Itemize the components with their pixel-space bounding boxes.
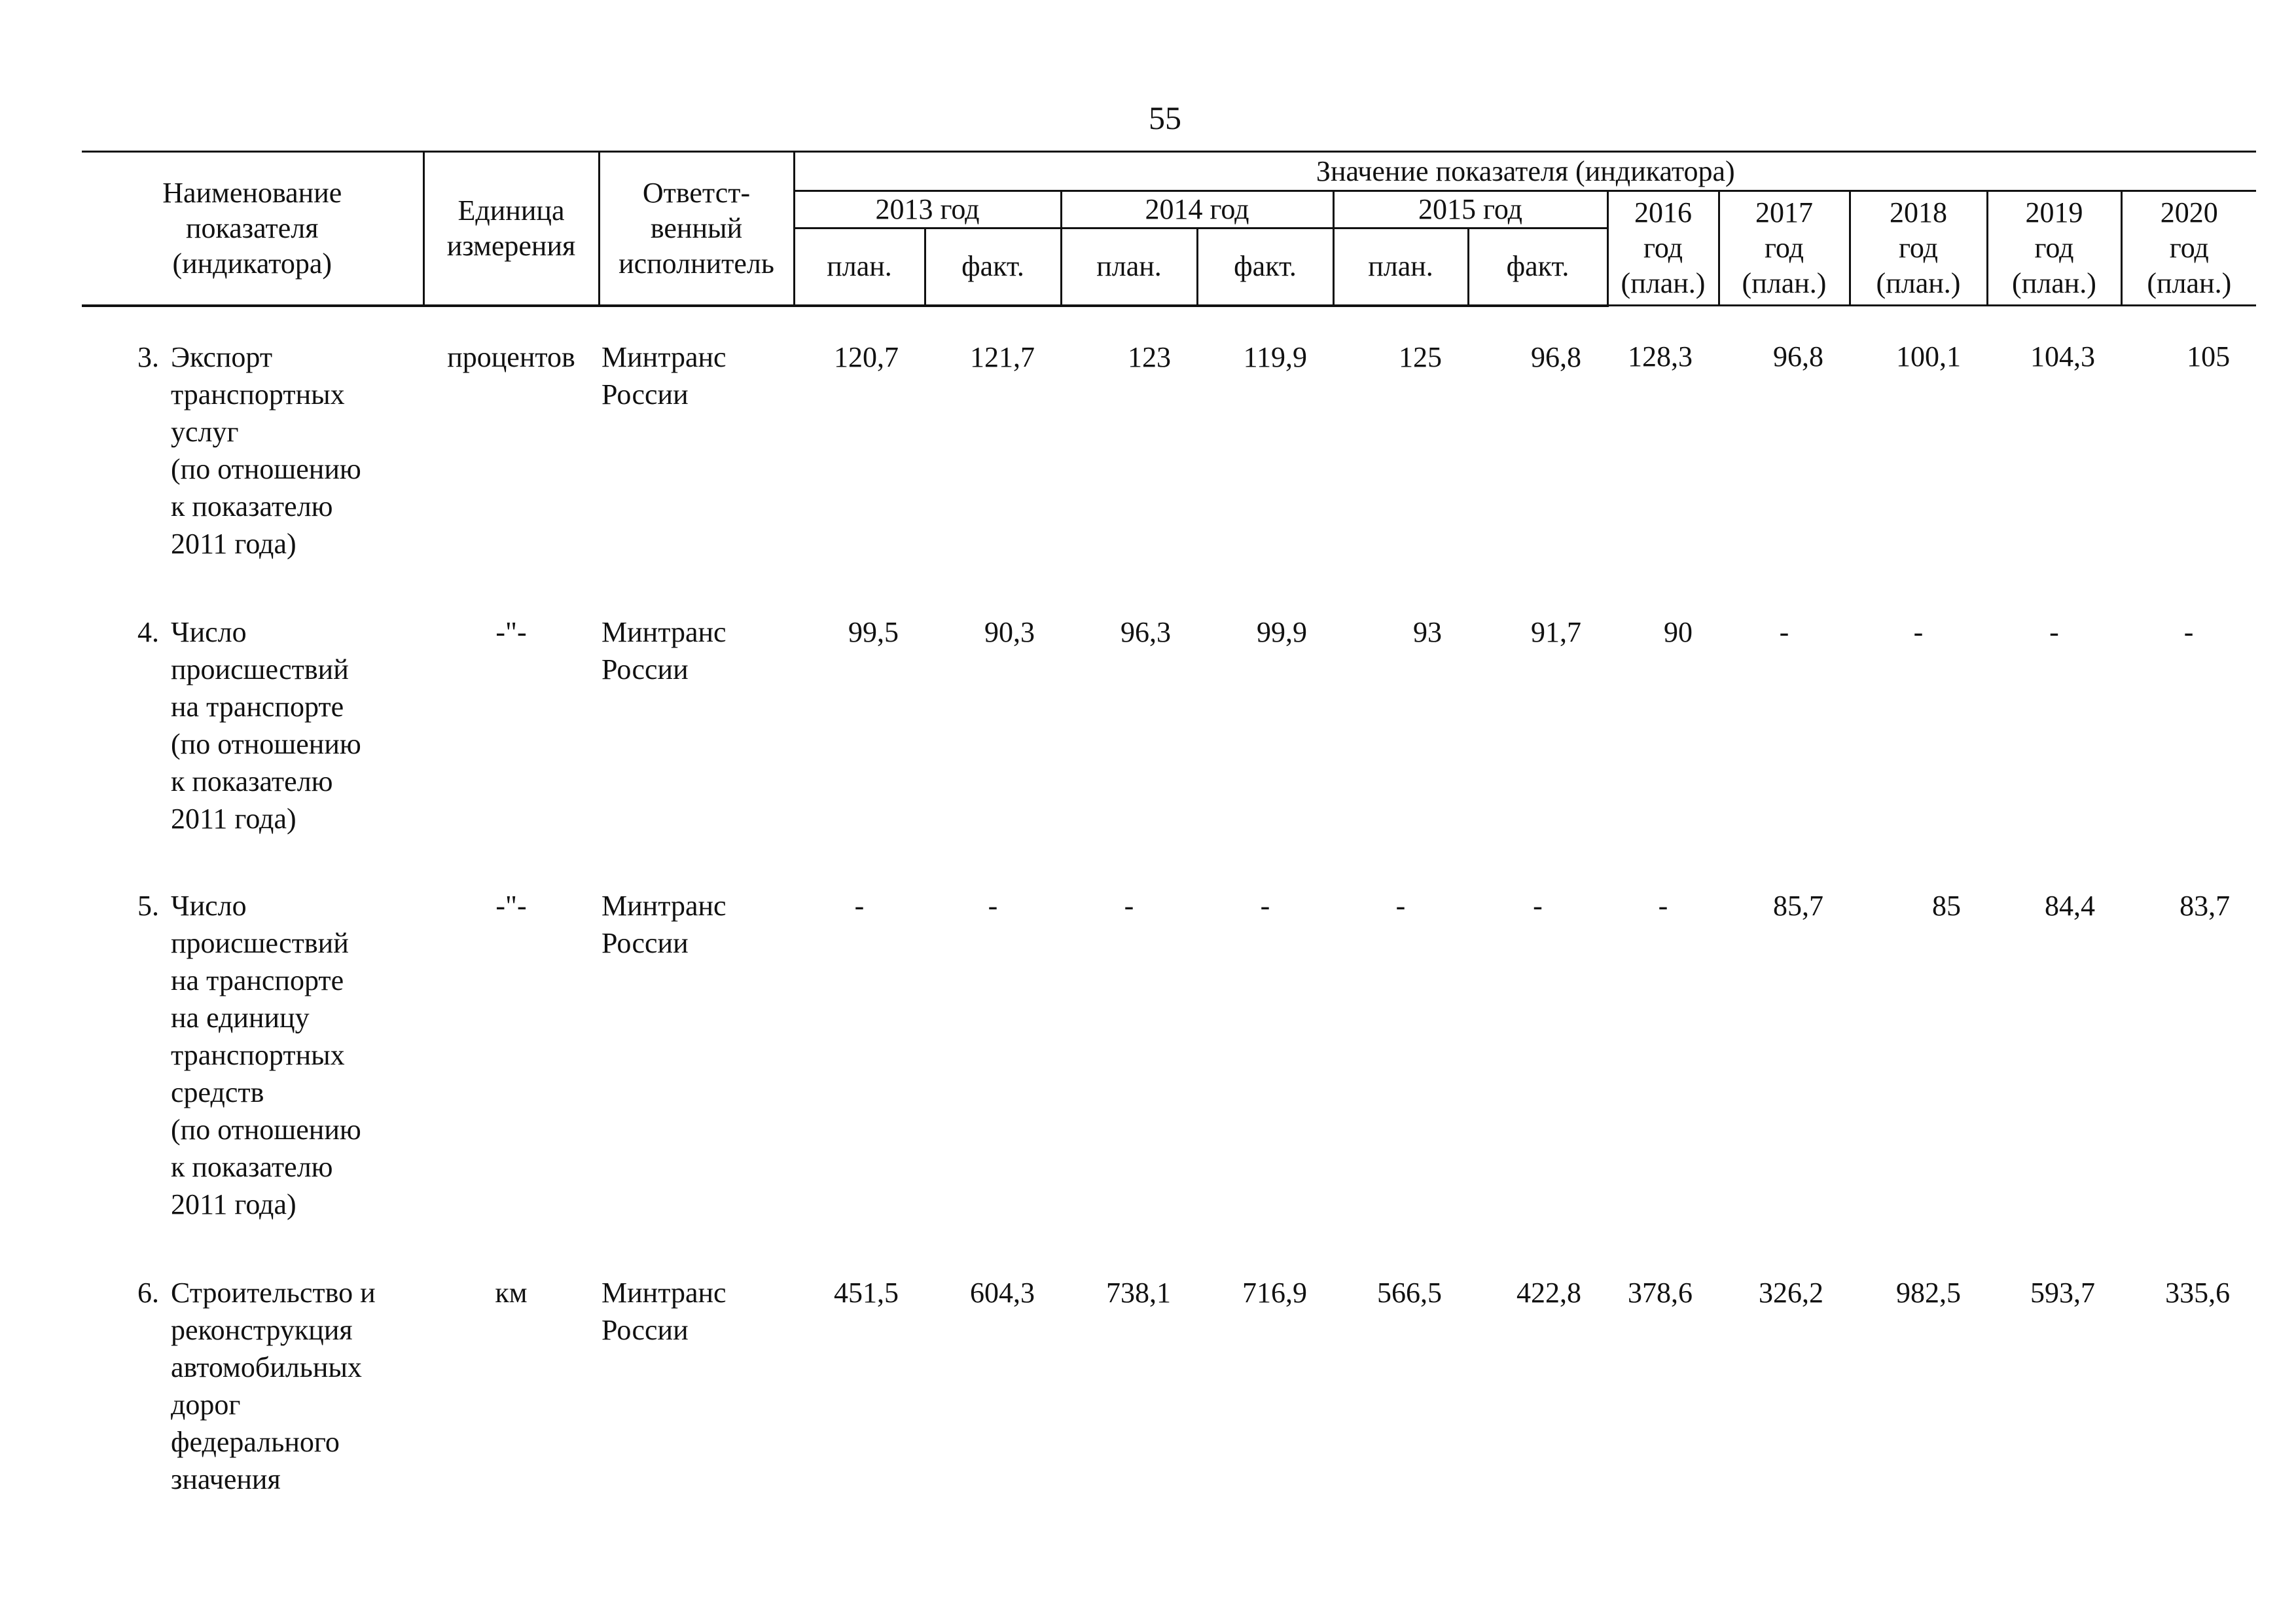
header-values-group: Значение показателя (индикатора): [794, 152, 2256, 191]
header-year-2020: 2020 год (план.): [2121, 191, 2256, 306]
value-cell: 378,6: [1628, 1276, 1693, 1309]
table-row: [82, 837, 2256, 1223]
indicator-name: Число происшествий на транспорте на единицу транспортных средств (по отношению к показателю 2011 года): [171, 889, 361, 1220]
value-cell: 105: [2187, 340, 2231, 373]
value-cell: 128,3: [1628, 340, 1693, 373]
value-cell: 566,5: [1377, 1276, 1442, 1309]
header-year-2013: 2013 год: [794, 191, 1061, 228]
value-cell: -: [1260, 889, 1270, 922]
value-cell: 85: [1932, 889, 1961, 922]
header-year-2018: 2018 год (план.): [1850, 191, 1987, 306]
table-row: [82, 1223, 2256, 1498]
page-number: 55: [1149, 100, 1181, 136]
value-cell: 422,8: [1516, 1276, 1581, 1309]
value-cell: 91,7: [1531, 615, 1581, 648]
value-cell: 119,9: [1243, 340, 1307, 373]
value-cell: 593,7: [2030, 1276, 2095, 1309]
value-cell: 90,3: [984, 615, 1035, 648]
value-cell: 83,7: [2179, 889, 2231, 922]
value-cell: 121,7: [970, 340, 1035, 373]
row-index: 6.: [137, 1276, 159, 1309]
value-cell: 335,6: [2165, 1276, 2231, 1309]
header-2015-fact: факт.: [1468, 228, 1607, 306]
header-year-2014: 2014 год: [1061, 191, 1333, 228]
value-cell: 451,5: [834, 1276, 899, 1309]
value-cell: -: [988, 889, 998, 922]
value-cell: 84,4: [2045, 889, 2095, 922]
value-cell: 326,2: [1759, 1276, 1823, 1309]
value-cell: 93: [1413, 615, 1442, 648]
value-cell: -: [1124, 889, 1134, 922]
value-cell: -: [854, 889, 865, 922]
header-unit-column: Единица измерения: [423, 152, 599, 306]
value-cell: -: [1913, 615, 1924, 648]
unit-of-measure: -"-: [495, 615, 527, 648]
indicator-name: Экспорт транспортных услуг (по отношению к показателю 2011 года): [171, 340, 361, 560]
value-cell: -: [1395, 889, 1406, 922]
value-cell: -: [1658, 889, 1668, 922]
indicators-table: [82, 151, 2256, 1498]
value-cell: 90: [1664, 615, 1693, 648]
responsible-executor: Минтранс России: [601, 340, 726, 410]
responsible-executor: Минтранс России: [601, 889, 726, 959]
value-cell: 123: [1128, 340, 1171, 373]
header-name-column: Наименование показателя (индикатора): [82, 152, 423, 306]
value-cell: -: [2049, 615, 2059, 648]
unit-of-measure: -"-: [495, 889, 527, 922]
header-year-2016: 2016 год (план.): [1607, 191, 1719, 306]
unit-of-measure: процентов: [447, 340, 575, 373]
value-cell: -: [1779, 615, 1789, 648]
header-year-2019: 2019 год (план.): [1987, 191, 2121, 306]
value-cell: -: [2183, 615, 2194, 648]
header-year-2017: 2017 год (план.): [1719, 191, 1850, 306]
table-body: [82, 306, 2256, 1498]
unit-of-measure: км: [495, 1276, 528, 1309]
table-row: [82, 306, 2256, 562]
value-cell: 96,8: [1531, 340, 1581, 373]
table-row: [82, 562, 2256, 837]
row-index: 4.: [137, 615, 159, 648]
value-cell: 85,7: [1773, 889, 1823, 922]
value-cell: 100,1: [1896, 340, 1961, 373]
responsible-executor: Минтранс России: [601, 615, 726, 685]
header-2014-fact: факт.: [1197, 228, 1333, 306]
value-cell: 96,3: [1121, 615, 1171, 648]
value-cell: 99,9: [1257, 615, 1307, 648]
value-cell: 716,9: [1242, 1276, 1307, 1309]
value-cell: 96,8: [1773, 340, 1823, 373]
indicator-name: Строительство и реконструкция автомобильных дорог федерального значения: [171, 1276, 376, 1495]
value-cell: 125: [1399, 340, 1442, 373]
header-2015-plan: план.: [1333, 228, 1468, 306]
value-cell: 99,5: [848, 615, 899, 648]
value-cell: 120,7: [834, 340, 899, 373]
value-cell: 738,1: [1106, 1276, 1171, 1309]
value-cell: -: [1533, 889, 1543, 922]
header-year-2015: 2015 год: [1333, 191, 1607, 228]
value-cell: 982,5: [1896, 1276, 1961, 1309]
row-index: 3.: [137, 340, 159, 373]
header-2013-plan: план.: [794, 228, 925, 306]
header-2013-fact: факт.: [925, 228, 1061, 306]
value-cell: 104,3: [2030, 340, 2095, 373]
indicator-name: Число происшествий на транспорте (по отношению к показателю 2011 года): [171, 615, 361, 835]
value-cell: 604,3: [970, 1276, 1035, 1309]
header-responsible-column: Ответст- венный исполнитель: [599, 152, 794, 306]
row-index: 5.: [137, 889, 159, 922]
header-2014-plan: план.: [1061, 228, 1197, 306]
responsible-executor: Минтранс России: [601, 1276, 726, 1346]
